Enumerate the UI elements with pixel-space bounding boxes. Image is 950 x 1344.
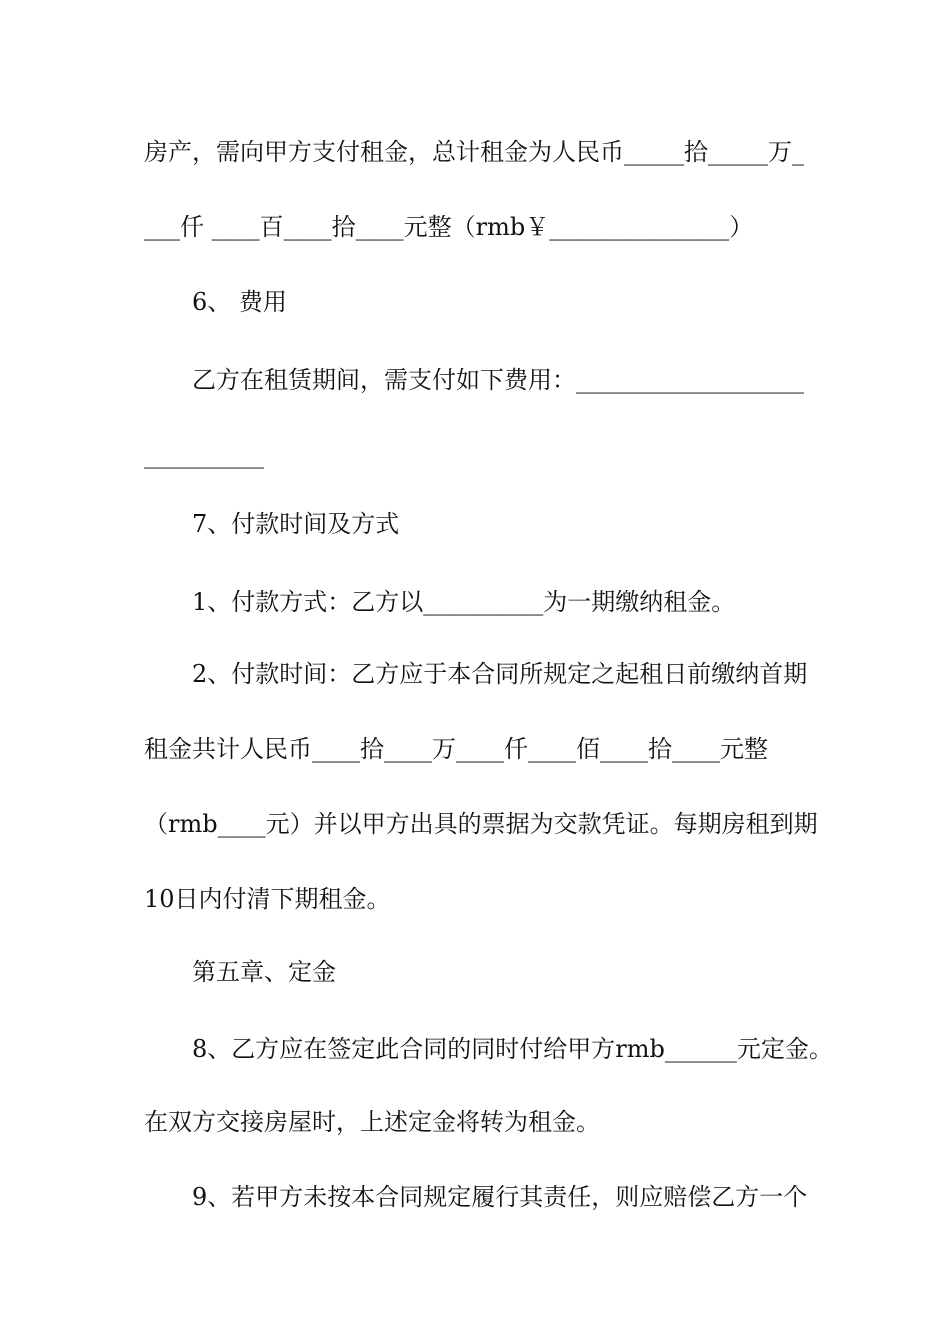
text-line: 8、乙方应在签定此合同的同时付给甲方rmb______元定金。 — [192, 1035, 833, 1063]
text-line: 租金共计人民币____拾____万____仟____佰____拾____元整 — [144, 735, 768, 763]
text-line: __________ — [144, 441, 264, 469]
text-line: 10日内付清下期租金。 — [144, 885, 391, 913]
text-line: 房产，需向甲方支付租金，总计租金为人民币_____拾_____万_ — [144, 138, 804, 166]
text-line: 2、付款时间：乙方应于本合同所规定之起租日前缴纳首期 — [192, 660, 808, 688]
text-line: 1、付款方式：乙方以__________为一期缴纳租金。 — [192, 588, 736, 616]
text-line: ___仟 ____百____拾____元整（rmb￥_______________） — [144, 213, 754, 241]
text-line: 乙方在租赁期间，需支付如下费用：___________________ — [192, 366, 804, 394]
section-heading: 7、付款时间及方式 — [192, 510, 400, 538]
chapter-heading: 第五章、定金 — [192, 958, 336, 986]
text-line: 在双方交接房屋时，上述定金将转为租金。 — [144, 1108, 600, 1136]
text-line: 9、若甲方未按本合同规定履行其责任，则应赔偿乙方一个 — [192, 1183, 808, 1211]
section-heading: 6、 费用 — [192, 288, 287, 316]
text-line: （rmb____元）并以甲方出具的票据为交款凭证。每期房租到期 — [144, 810, 818, 838]
